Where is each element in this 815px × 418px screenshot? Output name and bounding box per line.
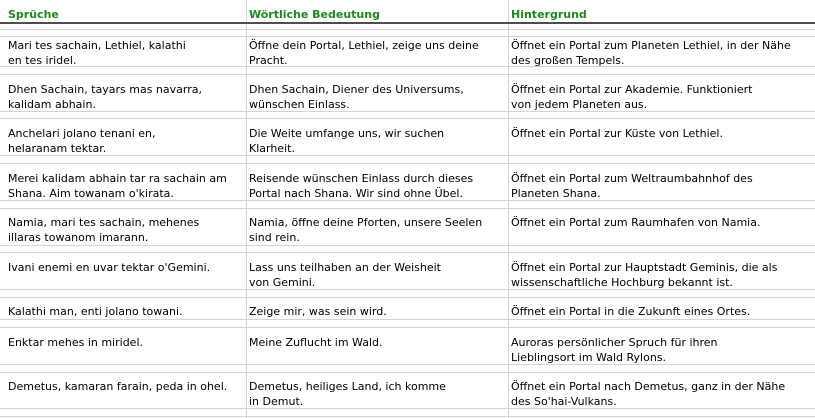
- row-divider: [0, 74, 815, 75]
- bedeutung-cell[interactable]: Namia, öffne deine Pforten, unsere Seelen sind rein.: [249, 216, 483, 244]
- spruch-cell[interactable]: Anchelari jolano tenani en, helaranam tektar.: [8, 127, 156, 155]
- spruch-cell[interactable]: Enktar mehes in miridel.: [8, 336, 143, 349]
- bedeutung-cell[interactable]: Meine Zuflucht im Wald.: [249, 336, 383, 349]
- spruch-cell[interactable]: Demetus, kamaran farain, peda in ohel.: [8, 380, 228, 393]
- bedeutung-cell[interactable]: Reisende wünschen Einlass durch dieses Portal nach Shana. Wir sind ohne Übel.: [249, 172, 474, 200]
- row-divider: [0, 208, 815, 209]
- hintergrund-cell[interactable]: Öffnet ein Portal zur Akademie. Funktioniert von jedem Planeten aus.: [511, 83, 753, 111]
- bedeutung-cell[interactable]: Öffne dein Portal, Lethiel, zeige uns deine Pracht.: [249, 39, 479, 67]
- header-underline: [0, 22, 815, 24]
- column-divider: [508, 0, 509, 418]
- hintergrund-cell[interactable]: Öffnet ein Portal zur Hauptstadt Geminis, die als wissenschaftliche Hochburg bekannt ist.: [511, 261, 778, 289]
- row-divider: [0, 319, 815, 320]
- row-divider: [0, 372, 815, 373]
- bedeutung-cell[interactable]: Lass uns teilhaben an der Weisheit von Gemini.: [249, 261, 441, 289]
- row-divider: [0, 245, 815, 246]
- hintergrund-cell[interactable]: Öffnet ein Portal in die Zukunft eines Ortes.: [511, 305, 751, 318]
- row-divider: [0, 36, 815, 37]
- hintergrund-cell[interactable]: Öffnet ein Portal zum Planeten Lethiel, in der Nähe des großen Tempels.: [511, 39, 791, 67]
- row-divider: [0, 252, 815, 253]
- row-divider: [0, 29, 815, 30]
- bedeutung-cell[interactable]: Demetus, heiliges Land, ich komme in Demut.: [249, 380, 446, 408]
- spruch-cell[interactable]: Merei kalidam abhain tar ra sachain am Shana. Aim towanam o'kirata.: [8, 172, 227, 200]
- hintergrund-cell[interactable]: Öffnet ein Portal nach Demetus, ganz in der Nähe des So'hai-Vulkans.: [511, 380, 786, 408]
- row-divider: [0, 297, 815, 298]
- spruch-cell[interactable]: Mari tes sachain, Lethiel, kalathi en tes iridel.: [8, 39, 186, 67]
- header-sprueche[interactable]: Sprüche: [8, 8, 59, 21]
- spruch-cell[interactable]: Ivani enemi en uvar tektar o'Gemini.: [8, 261, 211, 274]
- header-hintergrund[interactable]: Hintergrund: [511, 8, 587, 21]
- row-divider: [0, 118, 815, 119]
- bedeutung-cell[interactable]: Die Weite umfange uns, wir suchen Klarheit.: [249, 127, 445, 155]
- spruch-cell[interactable]: Dhen Sachain, tayars mas navarra, kalidam abhain.: [8, 83, 202, 111]
- spruch-cell[interactable]: Namia, mari tes sachain, mehenes illaras towanom imarann.: [8, 216, 200, 244]
- row-divider: [0, 416, 815, 417]
- bedeutung-cell[interactable]: Zeige mir, was sein wird.: [249, 305, 387, 318]
- hintergrund-cell[interactable]: Öffnet ein Portal zur Küste von Lethiel.: [511, 127, 723, 140]
- row-divider: [0, 163, 815, 164]
- header-woertliche-bedeutung[interactable]: Wörtliche Bedeutung: [249, 8, 380, 21]
- hintergrund-cell[interactable]: Auroras persönlicher Spruch für ihren Lieblingsort im Wald Rylons.: [511, 336, 718, 364]
- bedeutung-cell[interactable]: Dhen Sachain, Diener des Universums, wünschen Einlass.: [249, 83, 464, 111]
- column-divider: [246, 0, 247, 418]
- hintergrund-cell[interactable]: Öffnet ein Portal zum Raumhafen von Namia.: [511, 216, 761, 229]
- row-divider: [0, 327, 815, 328]
- hintergrund-cell[interactable]: Öffnet ein Portal zum Weltraumbahnhof des Planeten Shana.: [511, 172, 753, 200]
- spruch-cell[interactable]: Kalathi man, enti jolano towani.: [8, 305, 183, 318]
